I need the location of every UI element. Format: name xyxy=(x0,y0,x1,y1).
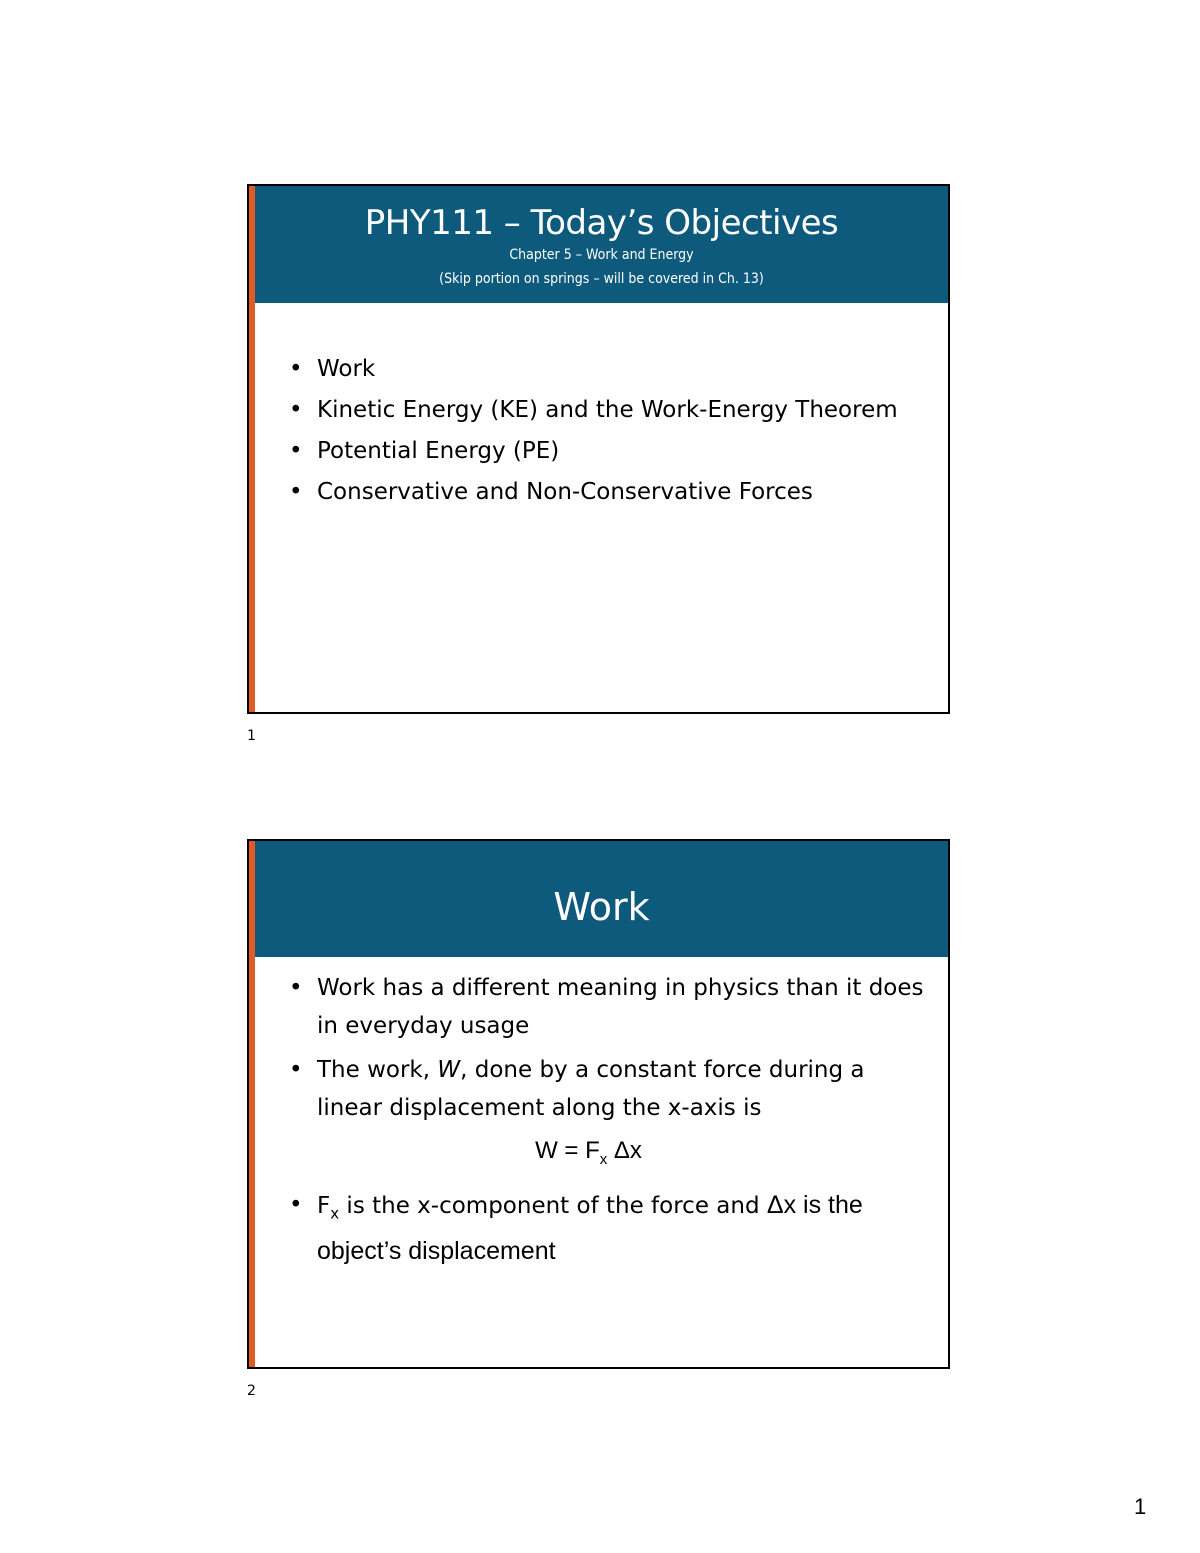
slide-number: 1 xyxy=(247,728,256,744)
slide-subtitle-line-2: (Skip portion on springs – will be covered in Ch. 13) xyxy=(439,271,764,287)
bullet-item: • Potential Energy (PE) xyxy=(289,434,928,469)
slide-title: Work xyxy=(553,885,650,929)
page-number: 1 xyxy=(1134,1494,1147,1519)
bullet-icon: • xyxy=(289,356,303,382)
slide-title: PHY111 – Today’s Objectives xyxy=(364,203,839,243)
bullet-item: • Conservative and Non-Conservative Forces xyxy=(289,475,928,510)
bullet-item: • $F_x$ is the x-component of the force and Δx is the object’s displacement xyxy=(289,1186,928,1272)
bullet-item: • The work, W, done by a constant force during a linear displacement along the x-axis is xyxy=(289,1051,928,1127)
slide-2 xyxy=(247,839,950,1369)
bullet-list xyxy=(289,969,928,1277)
formula: $W = F_x$ Δx xyxy=(535,1137,642,1168)
bullet-list xyxy=(289,352,928,516)
slide-subtitle-line-1: Chapter 5 – Work and Energy xyxy=(509,247,694,263)
slide-number: 2 xyxy=(247,1383,256,1399)
bullet-icon: • xyxy=(289,1191,303,1218)
bullet-item: • Work has a different meaning in physics than it does in everyday usage xyxy=(289,969,928,1045)
slide-header xyxy=(255,186,948,303)
bullet-item: • Work xyxy=(289,352,928,387)
slide-header xyxy=(255,841,948,957)
bullet-item: • Kinetic Energy (KE) and the Work-Energy Theorem xyxy=(289,393,928,428)
bullet-icon: • xyxy=(289,438,303,464)
bullet-icon: • xyxy=(289,479,303,505)
bullet-icon: • xyxy=(289,975,303,1001)
bullet-icon: • xyxy=(289,397,303,423)
slide-1 xyxy=(247,184,950,714)
bullet-icon: • xyxy=(289,1057,303,1083)
